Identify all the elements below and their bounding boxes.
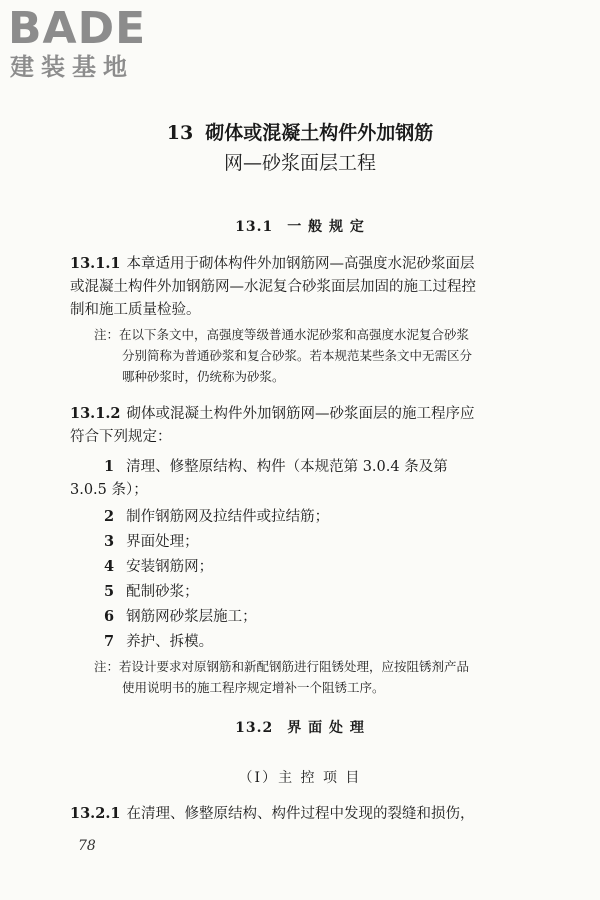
clause-13-2-1 xyxy=(70,802,560,826)
clause-line: 13.2.1 在清理、修整原结构、构件过程中发现的裂缝和损伤， xyxy=(70,805,475,822)
chapter-title xyxy=(0,118,600,178)
item-number: 5 xyxy=(104,583,115,600)
item-text: 钢筋网砂浆层施工； xyxy=(126,609,257,625)
clause-13-1-2 xyxy=(70,402,550,449)
item-text: 清理、修整原结构、构件（本规范第 3.0.4 条及第 xyxy=(126,459,448,475)
note-line: 哪种砂浆时，仍统称为砂浆。 xyxy=(122,369,285,384)
list-item xyxy=(104,580,199,604)
list-item xyxy=(104,530,199,554)
note-2 xyxy=(94,656,564,698)
clause-line: 符合下列规定： xyxy=(70,429,172,445)
note-line: 注：在以下条文中，高强度等级普通水泥砂浆和高强度水泥复合砂浆 xyxy=(94,327,470,342)
item-text: 制作钢筋网及拉结件或拉结筋； xyxy=(126,509,330,525)
chapter-title-line2: 网—砂浆面层工程 xyxy=(223,152,376,174)
item-text: 配制砂浆； xyxy=(126,584,199,600)
section-heading-13-1 xyxy=(0,216,600,236)
item-text: 界面处理； xyxy=(126,534,199,550)
clause-line: 或混凝土构件外加钢筋网—水泥复合砂浆面层加固的施工过程控 xyxy=(70,279,476,295)
note-line: 注：若设计要求对原钢筋和新配钢筋进行阻锈处理，应按阻锈剂产品 xyxy=(94,659,470,674)
item-text: 3.0.5 条）； xyxy=(70,482,148,498)
list-item-continuation xyxy=(70,479,550,502)
list-item xyxy=(104,455,554,479)
section-title: 界 面 处 理 xyxy=(287,720,365,736)
chapter-number: 13 xyxy=(166,122,194,144)
clause-line: 制和施工质量检验。 xyxy=(70,302,201,318)
note-line: 使用说明书的施工程序规定增补一个阻锈工序。 xyxy=(122,680,385,695)
item-number: 7 xyxy=(104,633,115,650)
chapter-title-text: 砌体或混凝土构件外加钢筋 xyxy=(205,122,434,144)
clause-13-1-1 xyxy=(70,252,550,322)
clause-number: 13.2.1 xyxy=(70,805,121,822)
list-item xyxy=(104,630,213,654)
list-item xyxy=(104,505,329,529)
chapter-title-line1 xyxy=(0,118,600,148)
item-text: 养护、拆模。 xyxy=(126,634,214,650)
section-number: 13.1 xyxy=(235,219,274,235)
section-number: 13.2 xyxy=(235,720,274,736)
section-heading-13-2 xyxy=(0,717,600,737)
clause-number: 13.1.1 xyxy=(70,255,121,272)
page-number: 78 xyxy=(78,838,96,854)
clause-line: 13.1.1 本章适用于砌体构件外加钢筋网—高强度水泥砂浆面层 xyxy=(70,255,475,272)
item-text: 安装钢筋网； xyxy=(126,559,214,575)
logo xyxy=(8,3,147,82)
note-line: 分别简称为普通砂浆和复合砂浆。若本规范某些条文中无需区分 xyxy=(122,348,473,363)
logo-wordmark: BADE xyxy=(8,3,147,54)
list-item xyxy=(104,605,257,629)
item-number: 6 xyxy=(104,608,115,625)
logo-subtitle: 建装基地 xyxy=(10,53,134,81)
item-number: 2 xyxy=(104,508,115,525)
note-1 xyxy=(94,324,564,387)
section-title: 一 般 规 定 xyxy=(287,219,365,235)
item-number: 4 xyxy=(104,558,115,575)
item-number: 3 xyxy=(104,533,115,550)
item-number: 1 xyxy=(104,458,115,475)
list-item xyxy=(104,555,213,579)
clause-line: 13.1.2 砌体或混凝土构件外加钢筋网—砂浆面层的施工程序应 xyxy=(70,405,475,422)
clause-number: 13.1.2 xyxy=(70,405,121,422)
subsection-heading: （Ⅰ）主 控 项 目 xyxy=(238,770,362,786)
